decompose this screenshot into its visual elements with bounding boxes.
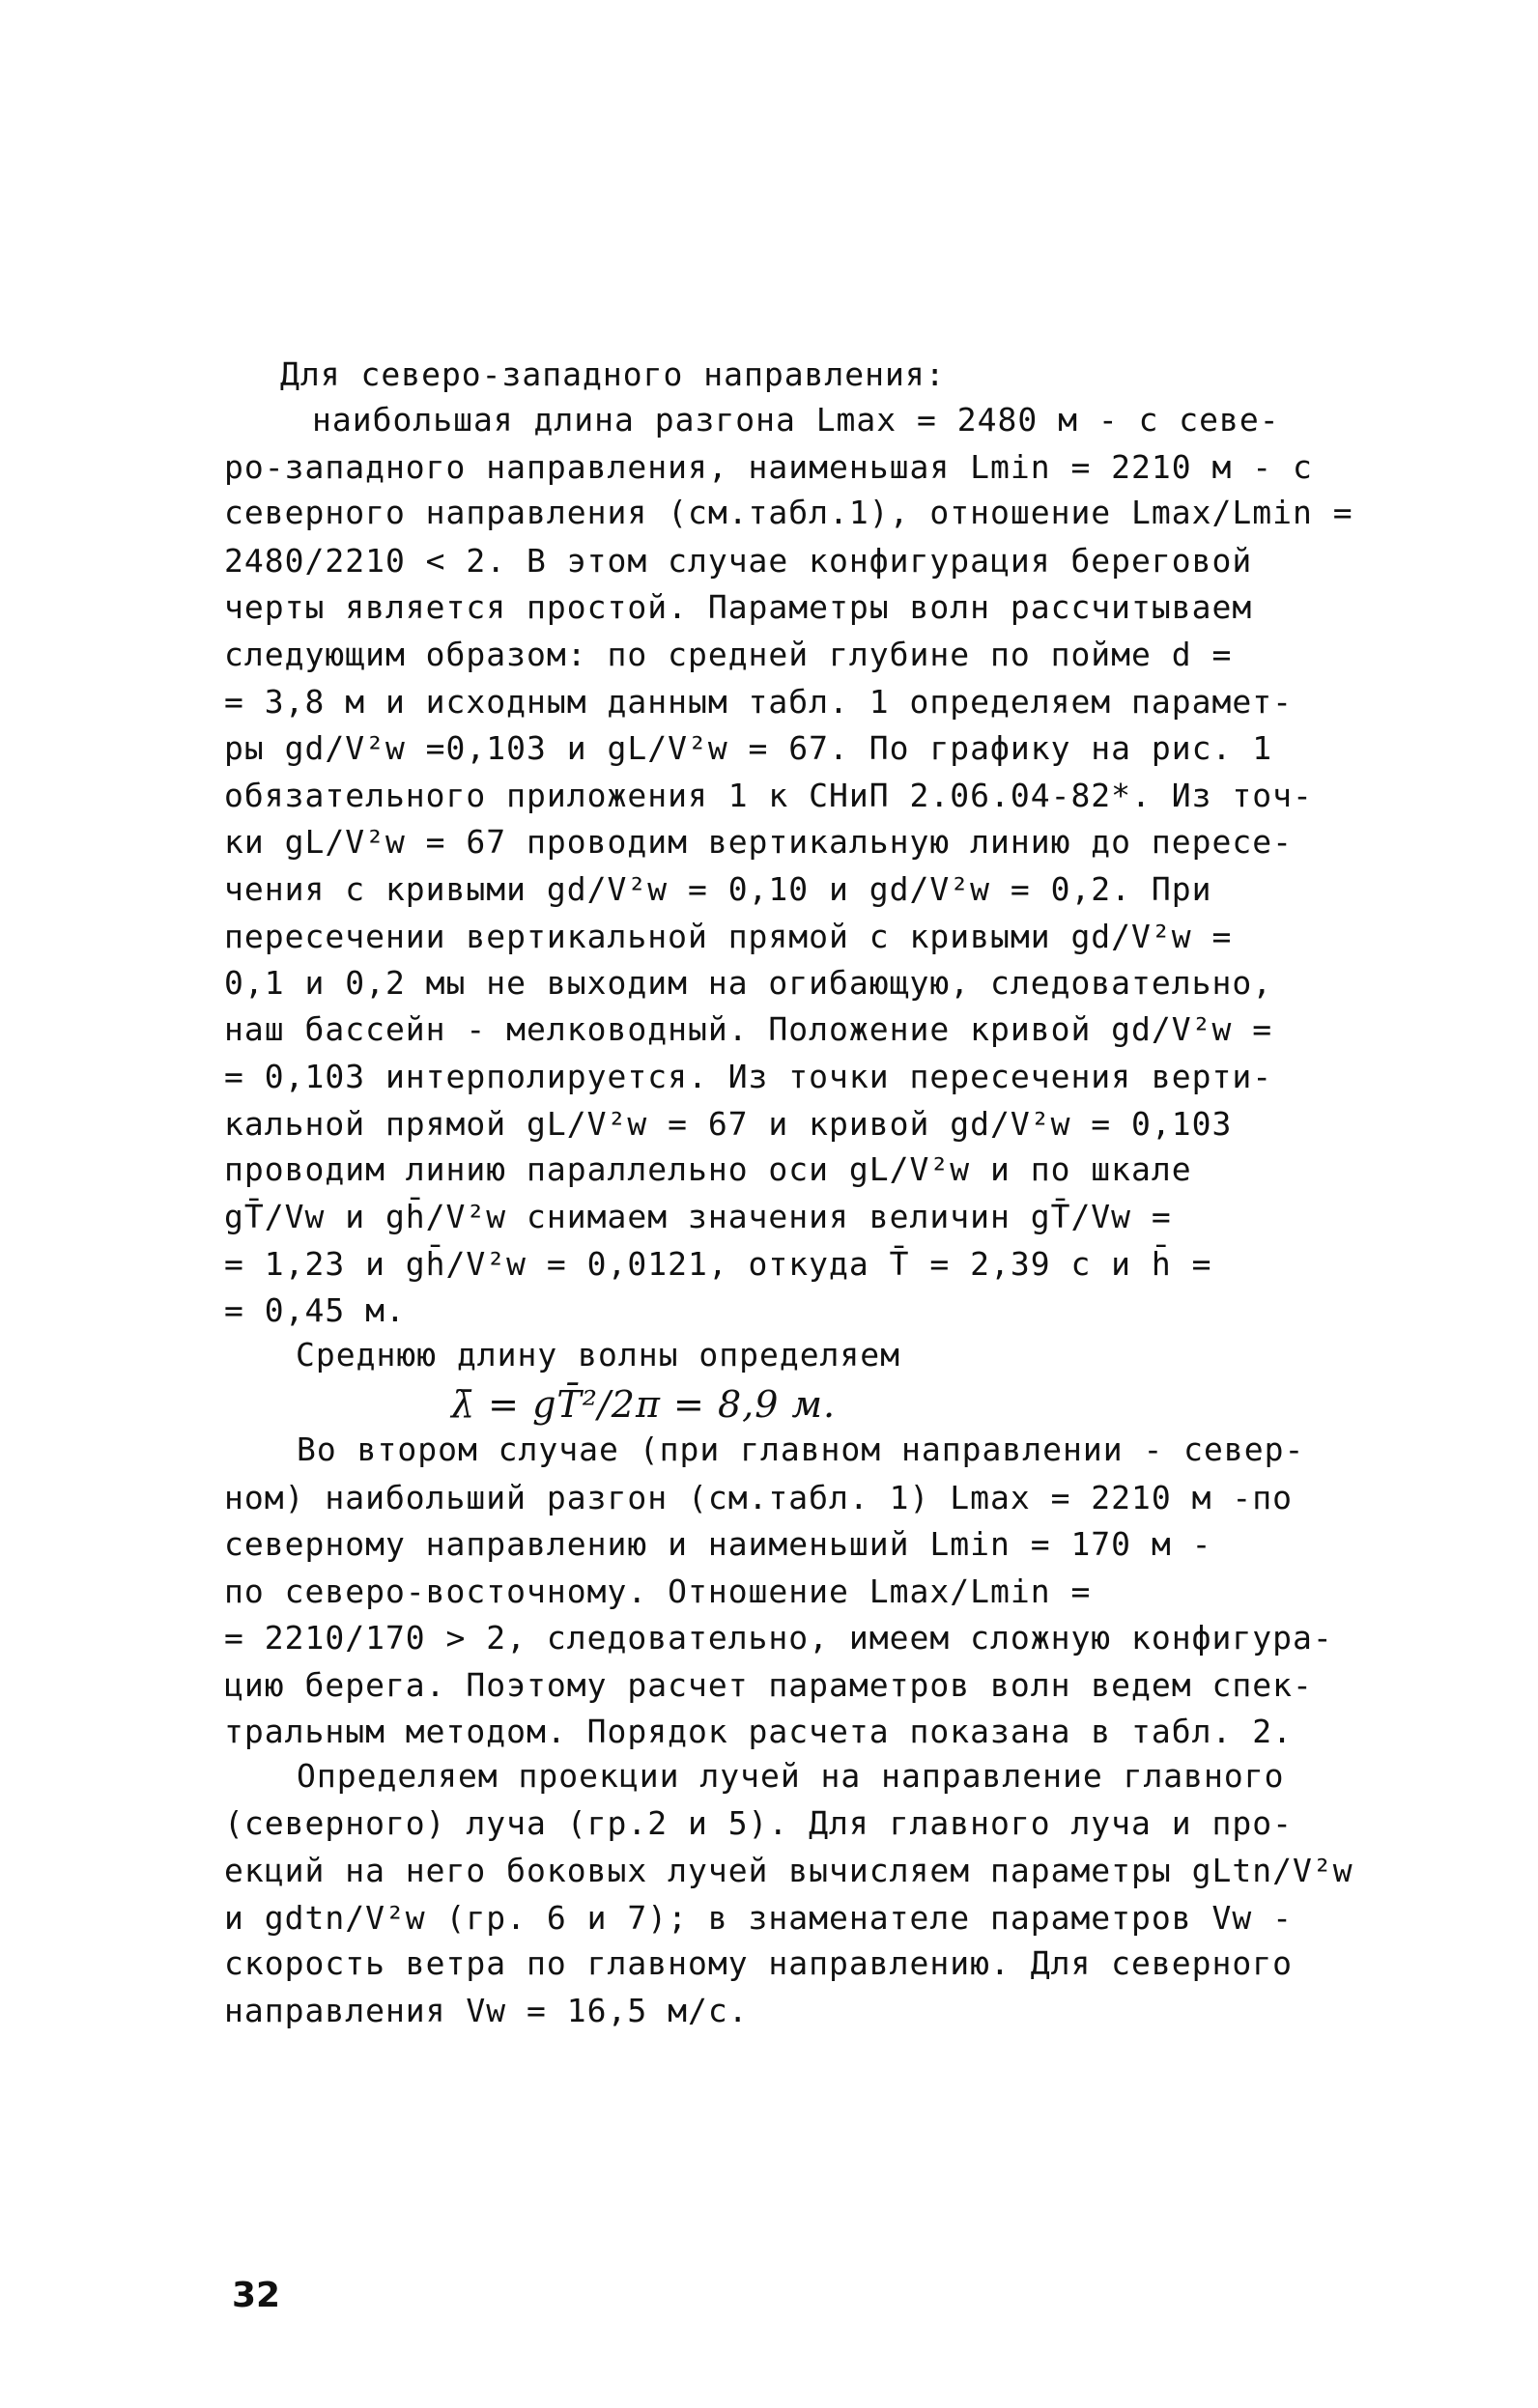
text-line: (северного) луча (гр.2 и 5). Для главного луча и про- [224,1804,1293,1842]
text-line: ры gd/V²w =0,103 и gL/V²w = 67. По графику на рис. 1 [224,729,1273,767]
text-line: = 0,103 интерполируется. Из точки пересечения верти- [224,1058,1273,1095]
text-line: направления Vw = 16,5 м/с. [224,1992,749,2029]
text-line: ки gL/V²w = 67 проводим вертикальную линию до пересе- [224,823,1293,861]
text-line: северному направлению и наименьший Lmin = 170 м - [224,1525,1212,1563]
text-line: по северо-восточному. Отношение Lmax/Lmin = [224,1572,1092,1610]
text-line: ном) наибольший разгон (см.табл. 1) Lmax = 2210 м -по [224,1479,1293,1516]
text-line: наш бассейн - мелководный. Положение кривой gd/V²w = [224,1010,1273,1048]
text-line: обязательного приложения 1 к СНиП 2.06.04-82*. Из точ- [224,777,1313,814]
text-line: пересечении вертикальной прямой с кривыми gd/V²w = [224,918,1233,955]
text-line: Определяем проекции лучей на направление главного [297,1757,1285,1795]
text-line: екций на него боковых лучей вычисляем параметры gLtn/V²w [224,1852,1353,1889]
text-line: кальной прямой gL/V²w = 67 и кривой gd/V²w = 0,103 [224,1105,1233,1143]
text-line: следующим образом: по средней глубине по пойме d = [224,636,1233,673]
text-line: 2480/2210 < 2. В этом случае конфигурация береговой [224,542,1253,580]
text-line: Во втором случае (при главном направлении - север- [297,1431,1305,1468]
formula-line: λ̄ = gT̄²/2π = 8,9 м. [451,1383,837,1426]
text-line: скорость ветра по главному направлению. Для северного [224,1944,1293,1982]
page-number: 32 [232,2276,281,2315]
text-line: чения с кривыми gd/V²w = 0,10 и gd/V²w = 0,2. При [224,870,1212,908]
text-line: проводим линию параллельно оси gL/V²w и по шкале [224,1150,1192,1188]
text-line: Для северо-западного направления: [280,355,946,393]
text-line: тральным методом. Порядок расчета показана в табл. 2. [224,1713,1293,1750]
text-line: цию берега. Поэтому расчет параметров волн ведем спек- [224,1666,1313,1704]
text-line: 0,1 и 0,2 мы не выходим на огибающую, следовательно, [224,964,1273,1002]
text-line: северного направления (см.табл.1), отношение Lmax/Lmin = [224,494,1353,531]
text-line: = 3,8 м и исходным данным табл. 1 определяем парамет- [224,683,1293,721]
text-line: ро-западного направления, наименьшая Lmin = 2210 м - с [224,448,1313,486]
text-line: наибольшая длина разгона Lmax = 2480 м - с севе- [312,401,1280,439]
text-line: черты является простой. Параметры волн рассчитываем [224,588,1253,626]
text-line: Среднюю длину волны определяем [296,1336,901,1374]
text-line: = 0,45 м. [224,1291,406,1329]
text-line: gT̄/Vw и gh̄/V²w снимаем значения величин gT̄/Vw = [224,1198,1172,1235]
text-line: = 2210/170 > 2, следовательно, имеем сложную конфигура- [224,1619,1333,1657]
text-line: = 1,23 и gh̄/V²w = 0,0121, откуда T̄ = 2,39 с и h̄ = [224,1245,1212,1283]
text-line: и gdtn/V²w (гр. 6 и 7); в знаменателе параметров Vw - [224,1899,1293,1937]
